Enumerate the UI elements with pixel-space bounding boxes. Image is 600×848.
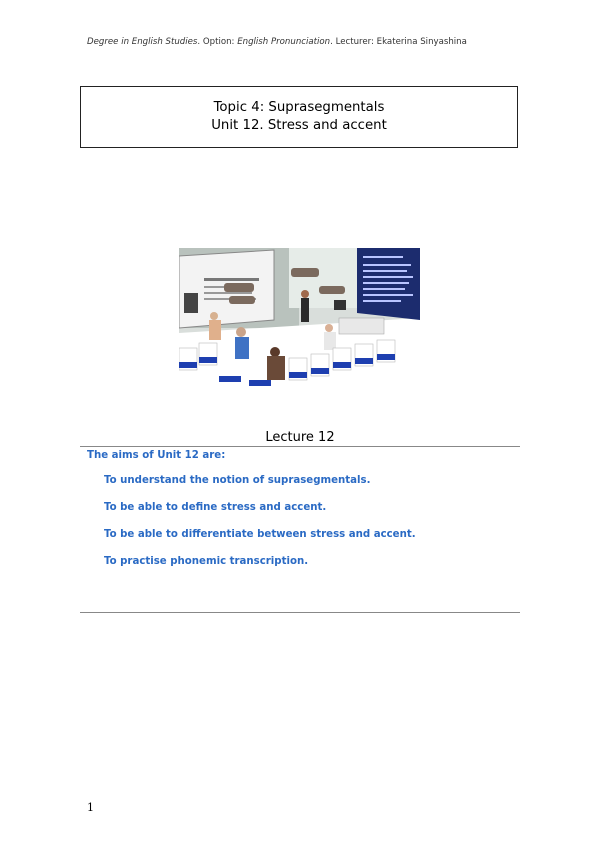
header-lecturer: . Lecturer: Ekaterina Sinyashina <box>330 37 467 47</box>
aim-item: To be able to differentiate between stress and accent. <box>104 529 416 540</box>
page-number: 1 <box>87 801 94 814</box>
divider-bottom <box>80 612 520 613</box>
aim-item: To understand the notion of suprasegmentals. <box>104 475 371 486</box>
header-option: English Pronunciation <box>237 37 331 47</box>
aim-item: To be able to define stress and accent. <box>104 502 327 513</box>
lecture-title: Lecture 12 <box>265 430 335 445</box>
unit-title: Unit 12. Stress and accent <box>211 118 387 133</box>
header-option-label: . Option: <box>197 37 238 47</box>
virtual-classroom-illustration <box>179 248 420 393</box>
divider-top <box>80 446 520 447</box>
running-header <box>87 37 517 47</box>
aims-heading: The aims of Unit 12 are: <box>87 450 226 461</box>
virtual-classroom-image <box>179 248 420 393</box>
header-degree: Degree in English Studies <box>87 37 198 47</box>
topic-title: Topic 4: Suprasegmentals <box>213 100 385 115</box>
aim-item: To practise phonemic transcription. <box>104 556 309 567</box>
title-box <box>80 86 518 148</box>
